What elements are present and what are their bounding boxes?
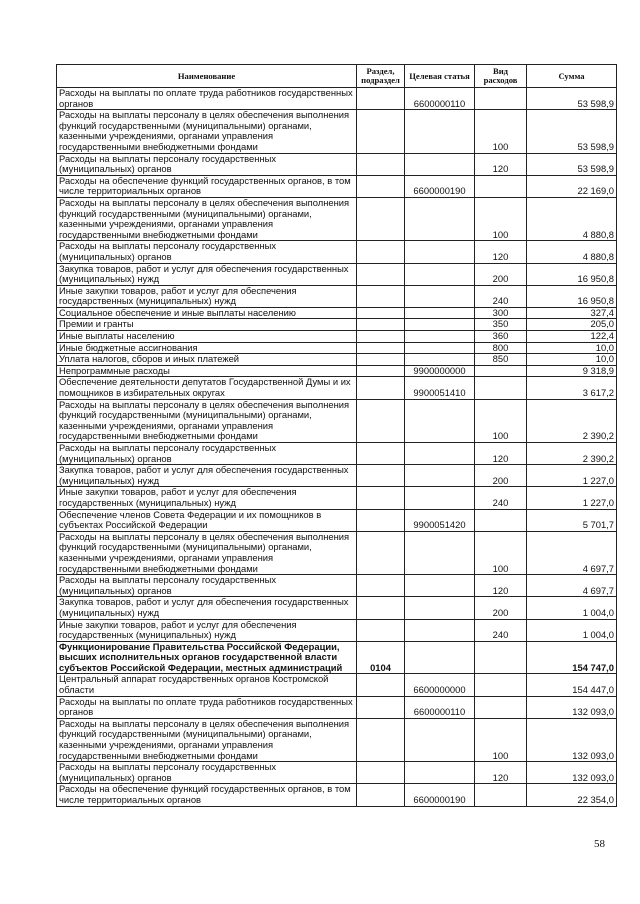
cell-sum: 9 318,9 bbox=[527, 365, 617, 377]
cell-type: 120 bbox=[475, 762, 527, 784]
cell-type bbox=[475, 696, 527, 718]
cell-section bbox=[357, 331, 405, 343]
table-row bbox=[57, 377, 617, 399]
cell-article bbox=[405, 307, 475, 319]
cell-sum: 4 880,8 bbox=[527, 197, 617, 240]
cell-type: 200 bbox=[475, 597, 527, 619]
cell-article bbox=[405, 342, 475, 354]
cell-type: 240 bbox=[475, 487, 527, 509]
cell-article: 9900051410 bbox=[405, 377, 475, 399]
cell-type: 240 bbox=[475, 619, 527, 641]
cell-section bbox=[357, 443, 405, 465]
table-row bbox=[57, 465, 617, 487]
cell-name: Расходы на выплаты персоналу в целях обеспечения выполнения функций государственными (муниципальными) органами, казенными учреждениями, органами управления государственными внебюджетными фондами bbox=[57, 110, 357, 153]
header-name: Наименование bbox=[57, 65, 357, 88]
cell-sum: 1 227,0 bbox=[527, 487, 617, 509]
cell-sum: 53 598,9 bbox=[527, 153, 617, 175]
cell-article bbox=[405, 641, 475, 674]
cell-section bbox=[357, 153, 405, 175]
header-article: Целевая статья bbox=[405, 65, 475, 88]
cell-name: Иные закупки товаров, работ и услуг для обеспечения государственных (муниципальных) нужд bbox=[57, 285, 357, 307]
cell-article bbox=[405, 443, 475, 465]
cell-section bbox=[357, 619, 405, 641]
cell-name: Расходы на выплаты персоналу государственных (муниципальных) органов bbox=[57, 575, 357, 597]
cell-section bbox=[357, 696, 405, 718]
table-body bbox=[57, 88, 617, 807]
cell-name: Премии и гранты bbox=[57, 319, 357, 331]
cell-article bbox=[405, 285, 475, 307]
table-row bbox=[57, 674, 617, 696]
cell-section bbox=[357, 263, 405, 285]
cell-type: 120 bbox=[475, 575, 527, 597]
cell-section bbox=[357, 597, 405, 619]
table-row bbox=[57, 319, 617, 331]
cell-sum: 2 390,2 bbox=[527, 443, 617, 465]
cell-type bbox=[475, 377, 527, 399]
cell-section bbox=[357, 784, 405, 806]
cell-name: Расходы на выплаты персоналу государственных (муниципальных) органов bbox=[57, 153, 357, 175]
cell-section bbox=[357, 465, 405, 487]
cell-name: Обеспечение членов Совета Федерации и их помощников в субъектах Российской Федерации bbox=[57, 509, 357, 531]
header-section: Раздел, подраздел bbox=[357, 65, 405, 88]
cell-type: 100 bbox=[475, 718, 527, 761]
cell-sum: 132 093,0 bbox=[527, 762, 617, 784]
table-row bbox=[57, 597, 617, 619]
cell-type: 100 bbox=[475, 531, 527, 574]
cell-type bbox=[475, 365, 527, 377]
cell-article: 6600000190 bbox=[405, 784, 475, 806]
cell-section bbox=[357, 487, 405, 509]
cell-type: 100 bbox=[475, 197, 527, 240]
cell-article bbox=[405, 110, 475, 153]
table-row bbox=[57, 354, 617, 366]
table-row bbox=[57, 153, 617, 175]
cell-section bbox=[357, 365, 405, 377]
cell-name: Центральный аппарат государственных органов Костромской области bbox=[57, 674, 357, 696]
cell-name: Закупка товаров, работ и услуг для обеспечения государственных (муниципальных) нужд bbox=[57, 465, 357, 487]
table-row bbox=[57, 443, 617, 465]
cell-name: Расходы на выплаты персоналу в целях обеспечения выполнения функций государственными (муниципальными) органами, казенными учреждениями, органами управления государственными внебюджетными фондами bbox=[57, 197, 357, 240]
cell-article bbox=[405, 197, 475, 240]
document-page bbox=[56, 64, 616, 807]
cell-article bbox=[405, 619, 475, 641]
cell-section bbox=[357, 88, 405, 110]
table-row bbox=[57, 175, 617, 197]
cell-type: 100 bbox=[475, 399, 527, 442]
cell-type: 850 bbox=[475, 354, 527, 366]
cell-type: 120 bbox=[475, 153, 527, 175]
cell-section bbox=[357, 342, 405, 354]
cell-type: 800 bbox=[475, 342, 527, 354]
cell-article bbox=[405, 263, 475, 285]
cell-sum: 132 093,0 bbox=[527, 696, 617, 718]
table-row bbox=[57, 399, 617, 442]
cell-name: Уплата налогов, сборов и иных платежей bbox=[57, 354, 357, 366]
cell-article bbox=[405, 575, 475, 597]
cell-section bbox=[357, 575, 405, 597]
cell-section bbox=[357, 354, 405, 366]
cell-type bbox=[475, 88, 527, 110]
cell-section bbox=[357, 197, 405, 240]
cell-type: 120 bbox=[475, 241, 527, 263]
cell-type bbox=[475, 641, 527, 674]
table-row bbox=[57, 365, 617, 377]
cell-name: Расходы на обеспечение функций государственных органов, в том числе территориальных органов bbox=[57, 175, 357, 197]
table-row bbox=[57, 718, 617, 761]
table-row bbox=[57, 575, 617, 597]
cell-name: Иные бюджетные ассигнования bbox=[57, 342, 357, 354]
cell-section bbox=[357, 399, 405, 442]
cell-article: 6600000190 bbox=[405, 175, 475, 197]
cell-name: Закупка товаров, работ и услуг для обеспечения государственных (муниципальных) нужд bbox=[57, 597, 357, 619]
table-row bbox=[57, 263, 617, 285]
cell-section: 0104 bbox=[357, 641, 405, 674]
cell-name: Иные закупки товаров, работ и услуг для обеспечения государственных (муниципальных) нужд bbox=[57, 619, 357, 641]
table-row bbox=[57, 342, 617, 354]
cell-name: Социальное обеспечение и иные выплаты населению bbox=[57, 307, 357, 319]
cell-section bbox=[357, 319, 405, 331]
table-row bbox=[57, 487, 617, 509]
cell-article bbox=[405, 597, 475, 619]
cell-sum: 1 004,0 bbox=[527, 619, 617, 641]
cell-sum: 3 617,2 bbox=[527, 377, 617, 399]
cell-name: Иные выплаты населению bbox=[57, 331, 357, 343]
table-row bbox=[57, 762, 617, 784]
table-row bbox=[57, 641, 617, 674]
cell-article bbox=[405, 465, 475, 487]
cell-sum: 205,0 bbox=[527, 319, 617, 331]
table-row bbox=[57, 696, 617, 718]
cell-type: 200 bbox=[475, 263, 527, 285]
cell-section bbox=[357, 674, 405, 696]
cell-sum: 4 880,8 bbox=[527, 241, 617, 263]
table-row bbox=[57, 110, 617, 153]
cell-article bbox=[405, 487, 475, 509]
cell-sum: 16 950,8 bbox=[527, 285, 617, 307]
cell-article bbox=[405, 331, 475, 343]
cell-sum: 16 950,8 bbox=[527, 263, 617, 285]
cell-article bbox=[405, 762, 475, 784]
cell-sum: 53 598,9 bbox=[527, 110, 617, 153]
cell-sum: 154 747,0 bbox=[527, 641, 617, 674]
header-type: Вид расходов bbox=[475, 65, 527, 88]
cell-sum: 10,0 bbox=[527, 342, 617, 354]
table-row bbox=[57, 241, 617, 263]
cell-type bbox=[475, 784, 527, 806]
cell-name: Расходы на выплаты по оплате труда работников государственных органов bbox=[57, 696, 357, 718]
header-sum: Сумма bbox=[527, 65, 617, 88]
cell-section bbox=[357, 241, 405, 263]
cell-type bbox=[475, 509, 527, 531]
cell-section bbox=[357, 285, 405, 307]
table-row bbox=[57, 331, 617, 343]
cell-name: Расходы на выплаты персоналу в целях обеспечения выполнения функций государственными (муниципальными) органами, казенными учреждениями, органами управления государственными внебюджетными фондами bbox=[57, 399, 357, 442]
cell-section bbox=[357, 509, 405, 531]
cell-name: Расходы на обеспечение функций государственных органов, в том числе территориальных органов bbox=[57, 784, 357, 806]
cell-article bbox=[405, 153, 475, 175]
cell-name: Закупка товаров, работ и услуг для обеспечения государственных (муниципальных) нужд bbox=[57, 263, 357, 285]
cell-name: Непрограммные расходы bbox=[57, 365, 357, 377]
table-row bbox=[57, 88, 617, 110]
cell-sum: 4 697,7 bbox=[527, 531, 617, 574]
cell-section bbox=[357, 110, 405, 153]
cell-type: 360 bbox=[475, 331, 527, 343]
cell-article bbox=[405, 718, 475, 761]
cell-type: 240 bbox=[475, 285, 527, 307]
page-number: 58 bbox=[594, 838, 605, 850]
table-row bbox=[57, 784, 617, 806]
cell-type: 120 bbox=[475, 443, 527, 465]
cell-sum: 122,4 bbox=[527, 331, 617, 343]
cell-name: Обеспечение деятельности депутатов Государственной Думы и их помощников в избирательных округах bbox=[57, 377, 357, 399]
table-row bbox=[57, 307, 617, 319]
table-row bbox=[57, 285, 617, 307]
cell-type: 350 bbox=[475, 319, 527, 331]
cell-sum: 53 598,9 bbox=[527, 88, 617, 110]
cell-name: Расходы на выплаты персоналу государственных (муниципальных) органов bbox=[57, 241, 357, 263]
cell-sum: 22 169,0 bbox=[527, 175, 617, 197]
cell-sum: 5 701,7 bbox=[527, 509, 617, 531]
cell-sum: 154 447,0 bbox=[527, 674, 617, 696]
cell-section bbox=[357, 175, 405, 197]
cell-name: Расходы на выплаты персоналу в целях обеспечения выполнения функций государственными (муниципальными) органами, казенными учреждениями, органами управления государственными внебюджетными фондами bbox=[57, 718, 357, 761]
table-row bbox=[57, 619, 617, 641]
cell-sum: 4 697,7 bbox=[527, 575, 617, 597]
cell-article bbox=[405, 354, 475, 366]
cell-section bbox=[357, 307, 405, 319]
cell-article: 6600000110 bbox=[405, 88, 475, 110]
cell-article: 6600000000 bbox=[405, 674, 475, 696]
cell-section bbox=[357, 377, 405, 399]
expenses-table bbox=[56, 64, 617, 807]
cell-name: Расходы на выплаты персоналу в целях обеспечения выполнения функций государственными (муниципальными) органами, казенными учреждениями, органами управления государственными внебюджетными фондами bbox=[57, 531, 357, 574]
cell-type: 100 bbox=[475, 110, 527, 153]
cell-section bbox=[357, 531, 405, 574]
cell-article bbox=[405, 319, 475, 331]
cell-article bbox=[405, 399, 475, 442]
cell-type bbox=[475, 674, 527, 696]
cell-sum: 1 227,0 bbox=[527, 465, 617, 487]
cell-sum: 132 093,0 bbox=[527, 718, 617, 761]
cell-name: Расходы на выплаты по оплате труда работников государственных органов bbox=[57, 88, 357, 110]
cell-article: 9900000000 bbox=[405, 365, 475, 377]
cell-name: Иные закупки товаров, работ и услуг для обеспечения государственных (муниципальных) нужд bbox=[57, 487, 357, 509]
cell-type: 300 bbox=[475, 307, 527, 319]
cell-sum: 327,4 bbox=[527, 307, 617, 319]
cell-name: Расходы на выплаты персоналу государственных (муниципальных) органов bbox=[57, 762, 357, 784]
table-header-row bbox=[57, 65, 617, 88]
table-row bbox=[57, 509, 617, 531]
table-row bbox=[57, 531, 617, 574]
cell-section bbox=[357, 718, 405, 761]
cell-sum: 10,0 bbox=[527, 354, 617, 366]
cell-section bbox=[357, 762, 405, 784]
cell-type: 200 bbox=[475, 465, 527, 487]
table-row bbox=[57, 197, 617, 240]
cell-article: 6600000110 bbox=[405, 696, 475, 718]
cell-type bbox=[475, 175, 527, 197]
cell-sum: 1 004,0 bbox=[527, 597, 617, 619]
cell-sum: 2 390,2 bbox=[527, 399, 617, 442]
cell-name: Расходы на выплаты персоналу государственных (муниципальных) органов bbox=[57, 443, 357, 465]
cell-article: 9900051420 bbox=[405, 509, 475, 531]
cell-article bbox=[405, 531, 475, 574]
cell-name: Функционирование Правительства Российской Федерации, высших исполнительных органов государственной власти субъектов Российской Федерации, местных администраций bbox=[57, 641, 357, 674]
cell-sum: 22 354,0 bbox=[527, 784, 617, 806]
cell-article bbox=[405, 241, 475, 263]
